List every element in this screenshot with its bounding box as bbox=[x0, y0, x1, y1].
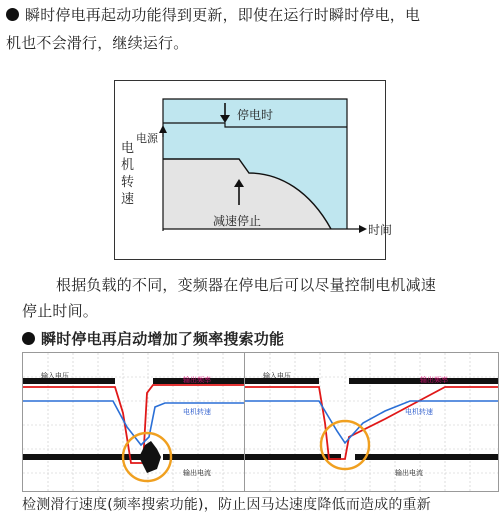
motor-speed-trace bbox=[23, 401, 276, 445]
label-output-current: 输出电流 bbox=[395, 469, 423, 477]
scope-panel-left bbox=[22, 352, 277, 492]
label-motor-speed: 电机转速 bbox=[405, 408, 433, 416]
paragraph-line2: 停止时间。 bbox=[22, 302, 99, 320]
bullet-icon bbox=[22, 332, 35, 345]
label-input-voltage: 输入电压 bbox=[41, 372, 69, 380]
label-output-current: 输出电流 bbox=[183, 469, 211, 477]
section1-heading-line2: 机也不会滑行，继续运行。 bbox=[6, 34, 189, 52]
y-label-char: 机 bbox=[121, 158, 135, 173]
section1-heading bbox=[6, 4, 420, 25]
label-motor-speed: 电机转速 bbox=[183, 408, 211, 416]
outage-label: 停电时 bbox=[237, 108, 274, 122]
x-axis-arrowhead bbox=[359, 225, 367, 233]
motor-speed-trace bbox=[245, 401, 498, 443]
section2-heading bbox=[22, 328, 284, 349]
label-output-frequency: 输出频率 bbox=[183, 376, 211, 384]
paragraph-line1: 根据负载的不同，变频器在停电后可以尽量控制电机减速 bbox=[56, 276, 437, 294]
current-spike bbox=[139, 441, 161, 473]
bullet-icon bbox=[6, 8, 19, 21]
output-frequency-trace bbox=[245, 387, 498, 459]
section2-heading-text: 瞬时停电再启动增加了频率搜索功能 bbox=[41, 330, 285, 348]
caption: 检测滑行速度(频率搜索功能)，防止因马达速度降低而造成的重新 bbox=[22, 497, 431, 513]
time-axis-label: 时间 bbox=[368, 223, 393, 237]
scope-panel-right bbox=[244, 352, 499, 492]
section1-heading-line1: 瞬时停电再起动功能得到更新，即使在运行时瞬时停电，电 bbox=[25, 6, 421, 24]
label-input-voltage: 输入电压 bbox=[263, 372, 291, 380]
y-label-char: 速 bbox=[121, 192, 135, 207]
power-source-label: 电源 bbox=[136, 132, 158, 145]
label-output-frequency: 输出频率 bbox=[420, 376, 448, 384]
decel-stop-label: 减速停止 bbox=[213, 214, 262, 228]
y-label-char: 电 bbox=[121, 141, 135, 156]
y-axis-label bbox=[121, 140, 135, 208]
y-label-char: 转 bbox=[121, 175, 135, 190]
